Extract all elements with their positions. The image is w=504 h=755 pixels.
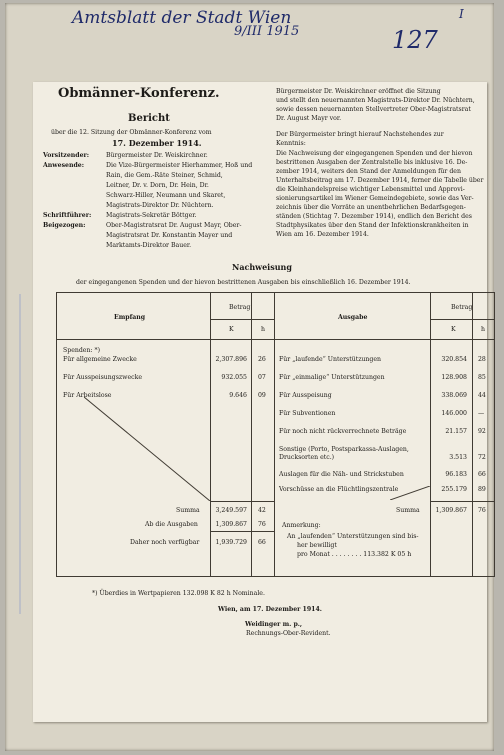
- right-row-8-k: 255.179: [441, 486, 467, 493]
- note-line-2: her bewilligt: [297, 542, 337, 549]
- right-row-3-k: 338.069: [441, 392, 467, 399]
- handwritten-page: I: [459, 7, 464, 21]
- footer-signature: Weidinger m. p.,: [245, 621, 303, 628]
- background-watermark: [19, 294, 49, 614]
- row-label-1: Vorsitzender:: [43, 152, 90, 159]
- right-row-7: Auslagen für die Näh- und Strickstuben: [279, 471, 404, 478]
- footer-role: Rechnungs-Ober-Revident.: [246, 630, 331, 637]
- left-row-3: Für Ausspeisungszwecke: [63, 374, 142, 381]
- table-left-border: [56, 292, 57, 577]
- table-top-line: [56, 292, 494, 293]
- right-row-1-k: 320.854: [441, 356, 467, 363]
- right-line-10: zember 1914, weiters den Stand der Anmeldungen für den: [276, 168, 461, 175]
- right-row-5-h: 92: [478, 428, 486, 435]
- row-text-3: Rain, die Gem.-Räte Steiner, Schmid,: [106, 172, 223, 179]
- right-row-1: Für „laufende“ Unterstützungen: [279, 356, 382, 363]
- verfuegbar-left-label: Daher noch verfügbar: [130, 539, 200, 546]
- handwritten-title: Amtsblatt der Stadt Wien: [72, 8, 292, 28]
- right-h: h: [481, 326, 485, 333]
- row-label-7: Schriftführer:: [43, 212, 92, 219]
- right-line-12: die Kleinhandelspreise wichtiger Lebensmittel und Approvi-: [276, 186, 465, 193]
- right-line-7: Kenntnis:: [276, 140, 306, 147]
- table-bottom-line: [56, 576, 494, 577]
- left-heller-col: [251, 292, 252, 577]
- note-title: Anmerkung:: [282, 522, 321, 529]
- right-row-4: Für Subventionen: [279, 410, 336, 417]
- row-text-10: Marktamts-Direktor Bauer.: [106, 242, 192, 249]
- right-row-3: Für Ausspeisung: [279, 392, 332, 399]
- left-column-subtitle: Bericht: [128, 113, 170, 124]
- row-text-8: Ober-Magistratsrat Dr. August Mayr, Ober-: [106, 222, 242, 229]
- right-line-8: Die Nachweisung der eingegangenen Spenden und der hievon: [276, 150, 473, 157]
- left-h: h: [261, 326, 265, 333]
- note-line-3: pro Monat . . . . . . . . 113.382 K 05 h: [297, 551, 412, 558]
- right-line-15: ständen (Stichtag 7. Dezember 1914), endlich den Bericht des: [276, 213, 472, 220]
- left-column-title: Obmänner-Konferenz.: [58, 86, 220, 101]
- right-line-1: Bürgermeister Dr. Weiskirchner eröffnet die Sitzung: [276, 88, 441, 95]
- left-k: K: [229, 326, 234, 333]
- right-line-6: Der Bürgermeister bringt hierauf Nachstehendes zur: [276, 131, 444, 138]
- right-row-7-h: 66: [478, 471, 486, 478]
- right-row-3-h: 44: [478, 392, 486, 399]
- handwritten-number: 127: [392, 26, 438, 54]
- summa-right-h: 76: [478, 507, 486, 514]
- left-row-1: Spenden: *): [63, 347, 101, 354]
- right-line-11: Unterhaltsbeitrag am 17. Dezember 1914, ferner die Tabelle über: [276, 177, 484, 184]
- right-line-14: zeichnis über die Vorräte an unentbehrlichen Bedarfsgegen-: [276, 204, 466, 211]
- right-row-2-k: 128.908: [441, 374, 467, 381]
- right-row-6-h: 72: [478, 454, 486, 461]
- right-row-4-k: 146.000: [441, 410, 467, 417]
- right-heller-col: [472, 292, 473, 577]
- right-line-4: Dr. August Mayr vor.: [276, 115, 342, 122]
- ausgaben-left-label: Ab die Ausgaben: [145, 521, 198, 528]
- right-row-4-h: —: [478, 410, 485, 417]
- table-subtitle: der eingegangenen Spenden und der hievon bestrittenen Ausgaben bis einschließlich 16. Dezember 1914.: [76, 279, 411, 286]
- right-line-3: sowie dessen neuernannten Stellvertreter Ober-Magistratsrat: [276, 106, 471, 113]
- right-line-9: bestrittenen Ausgaben der Zentralstelle bis inklusive 16. De-: [276, 159, 468, 166]
- right-betrag: Betrag: [451, 304, 473, 311]
- table-title: Nachweisung: [232, 262, 292, 272]
- ausgaben-divider-left: [210, 531, 274, 532]
- table-center-border: [274, 292, 275, 577]
- right-row-8-h: 89: [478, 486, 486, 493]
- row-text-7: Magistrats-Sekretär Böttger.: [106, 212, 197, 219]
- right-row-2: Für „einmalige“ Unterstützungen: [279, 374, 385, 381]
- right-amount-col: [430, 292, 431, 577]
- right-row-5-k: 21.157: [445, 428, 467, 435]
- left-header-divider: [210, 319, 274, 320]
- left-column-intro: über die 12. Sitzung der Obmänner-Konferenz vom: [51, 129, 212, 136]
- right-row-8: Vorschüsse an die Flüchtlingszentrale: [279, 486, 399, 493]
- right-line-17: Wien am 16. Dezember 1914.: [276, 231, 369, 238]
- left-row-4-h: 09: [258, 392, 266, 399]
- summa-divider-left: [210, 501, 274, 502]
- row-text-9: Magistratsrat Dr. Konstantin Mayer und: [106, 232, 233, 239]
- right-line-2: und stellt den neuernannten Magistrats-Direktor Dr. Nüchtern,: [276, 97, 475, 104]
- right-row-7-k: 96.183: [445, 471, 467, 478]
- right-row-5: Für noch nicht rückverrechnete Beträge: [279, 428, 407, 435]
- right-header-divider: [430, 319, 494, 320]
- summa-left-label: Summa: [176, 507, 200, 514]
- left-row-4: Für Arbeitslose: [63, 392, 112, 399]
- table-footnote: *) Überdies in Wertpapieren 132.098 K 82 h Nominale.: [92, 590, 265, 597]
- summa-left-k: 3,249.597: [215, 507, 247, 514]
- left-betrag: Betrag: [229, 304, 251, 311]
- row-text-5: Schwarz-Hiller, Neumann und Skaret,: [106, 192, 226, 199]
- left-row-2-h: 26: [258, 356, 266, 363]
- row-text-2: Die Vize-Bürgermeister Hierhammer, Hoß und: [106, 162, 253, 169]
- right-row-2-h: 85: [478, 374, 486, 381]
- right-row-6-k: 3.513: [449, 454, 467, 461]
- right-line-13: sionierungsartikel im Wiener Gemeindegebiete, sowie das Ver-: [276, 195, 474, 202]
- right-row-6: Sonstige (Porto, Postsparkassa-Auslagen, Drucksorten etc.): [279, 446, 409, 461]
- left-amount-col: [210, 292, 211, 577]
- right-row-1-h: 28: [478, 356, 486, 363]
- left-column-date: 17. Dezember 1914.: [112, 138, 202, 148]
- right-k: K: [451, 326, 456, 333]
- handwritten-date: 9/III 1915: [234, 24, 300, 39]
- ausgaben-left-k: 1,309.867: [215, 521, 247, 528]
- ausgaben-left-h: 76: [258, 521, 266, 528]
- table-header-bottom: [56, 339, 494, 340]
- left-header: Empfang: [114, 314, 146, 321]
- left-row-3-h: 07: [258, 374, 266, 381]
- summa-right-k: 1,309.867: [435, 507, 467, 514]
- right-header: Ausgabe: [338, 314, 368, 321]
- note-line-1: An „laufenden“ Unterstützungen sind bis-: [287, 533, 419, 540]
- verfuegbar-left-h: 66: [258, 539, 266, 546]
- left-row-2: Für allgemeine Zwecke: [63, 356, 137, 363]
- verfuegbar-left-k: 1,939.729: [215, 539, 247, 546]
- right-line-16: Stadtphysikates über den Stand der Infektionskrankheiten in: [276, 222, 469, 229]
- left-row-3-k: 932.055: [221, 374, 247, 381]
- row-text-4: Leitner, Dr. v. Dorn, Dr. Hein, Dr.: [106, 182, 209, 189]
- left-row-4-k: 9.646: [229, 392, 247, 399]
- row-text-1: Bürgermeister Dr. Weiskirchner.: [106, 152, 208, 159]
- summa-right-label: Summa: [396, 507, 420, 514]
- summa-left-h: 42: [258, 507, 266, 514]
- row-label-2: Anwesende:: [43, 162, 85, 169]
- left-row-2-k: 2,307.896: [215, 356, 247, 363]
- row-label-8: Beigezogen:: [43, 222, 86, 229]
- table-right-border: [494, 292, 495, 577]
- row-text-6: Magistrats-Direktor Dr. Nüchtern.: [106, 202, 214, 209]
- footer-place-date: Wien, am 17. Dezember 1914.: [218, 606, 322, 613]
- summa-divider-right: [430, 501, 494, 502]
- table-fill-diagonal: [84, 397, 210, 501]
